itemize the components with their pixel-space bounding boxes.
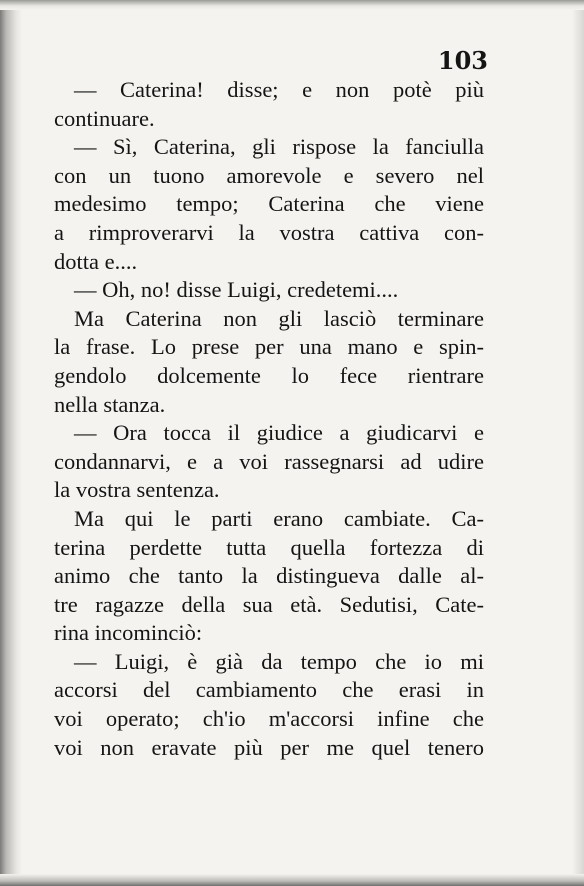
text-line: la vostra sentenza. [54, 477, 220, 503]
text-line: tre ragazze della sua età. Sedutisi, Cate- [54, 591, 484, 617]
text-line: — Caterina! disse; e non potè più [74, 77, 484, 102]
text-line: animo che tanto la distingueva dalle al- [54, 563, 484, 589]
text-line: continuare. [54, 105, 155, 131]
page-edge-top [0, 0, 584, 10]
text-line: con un tuono amorevole e severo nel [54, 162, 484, 188]
text-line: Ma Caterina non gli lasciò terminare [74, 305, 484, 331]
page-edge-right [572, 0, 584, 886]
text-line: accorsi del cambiamento che erasi in [54, 677, 484, 703]
text-line: rina incominciò: [54, 620, 203, 646]
text-line: — Sì, Caterina, gli rispose la fanciulla [74, 134, 484, 160]
page-edge-bottom [0, 874, 584, 886]
text-line: dotta e.... [54, 248, 138, 274]
text-line: gendolo dolcemente lo fece rientrare [54, 362, 484, 388]
body-text [54, 76, 484, 762]
text-line: Ma qui le parti erano cambiate. Ca- [74, 505, 484, 531]
text-line: a rimproverarvi la vostra cattiva con- [54, 219, 484, 245]
page-edge-left [0, 0, 22, 886]
text-line: — Luigi, è già da tempo che io mi [74, 648, 484, 674]
text-line: nella stanza. [54, 391, 166, 417]
text-line: la frase. Lo prese per una mano e spin- [54, 334, 484, 360]
text-line: — Ora tocca il giudice a giudicarvi e [74, 420, 484, 446]
page-number: 103 [437, 46, 488, 75]
text-line: terina perdette tutta quella fortezza di [54, 534, 484, 560]
text-line: — Oh, no! disse Luigi, credetemi.... [74, 277, 399, 303]
text-line: medesimo tempo; Caterina che viene [54, 191, 484, 217]
text-line: voi operato; ch'io m'accorsi infine che [54, 706, 484, 732]
text-line: condannarvi, e a voi rassegnarsi ad udire [54, 448, 484, 474]
text-line: voi non eravate più per me quel tenero [54, 734, 484, 760]
